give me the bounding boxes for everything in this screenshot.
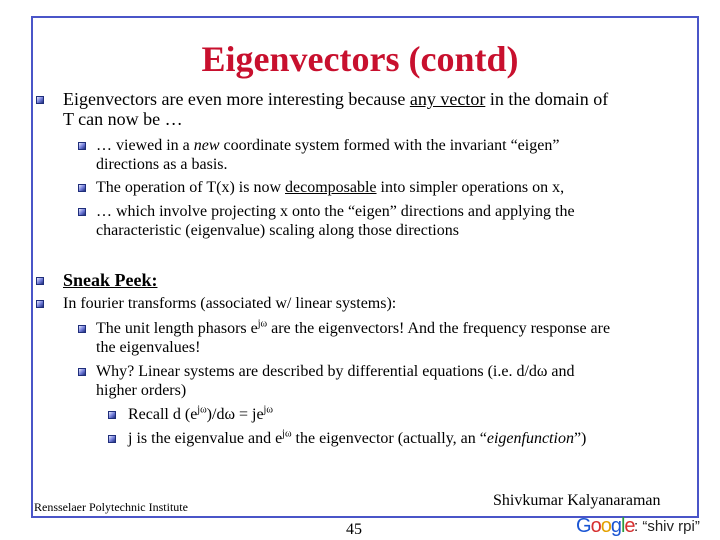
sub-sub-bullet-eigenfunction: j is the eigenvalue and $e^{j\omega}$ the eigenvector (actually, an “eigenfunction”) [128,428,587,447]
bullet-box-icon [78,184,86,192]
search-query-tag: : “shiv rpi” [634,518,700,535]
footer-institute: Rensselaer Polytechnic Institute [34,500,188,514]
google-logo: Google [576,515,635,537]
sub-bullet-projecting: … which involve projecting x onto the “eigen” directions and applying the characteristic (eigenvalue) scaling along those directions [96,203,575,239]
bullet-fourier-transforms: In fourier transforms (associated w/ linear systems): [63,295,397,312]
bullet-box-icon [78,208,86,216]
page-number: 45 [346,521,362,538]
bullet-box-icon [108,435,116,443]
bullet-box-icon [78,368,86,376]
bullet-box-icon [36,300,44,308]
bullet-sneak-peek: Sneak Peek: [63,270,158,290]
footer-author: Shivkumar Kalyanaraman [493,492,661,509]
sub-bullet-why-linear-systems: Why? Linear systems are described by differential equations (i.e. d/dω and higher orders) [96,363,575,399]
sub-sub-bullet-recall-derivative: Recall d $(e^{j\omega})/d\omega = je^{j\omega}$ [128,404,273,423]
bullet-box-icon [36,277,44,285]
bullet-eigenvectors-interesting: Eigenvectors are even more interesting because any vector in the domain of T can now be … [63,89,609,129]
bullet-box-icon [78,325,86,333]
sub-bullet-decomposable: The operation of T(x) is now decomposable into simpler operations on x, [96,179,565,196]
sub-bullet-unit-phasors: The unit length phasors $e^{j\omega}$ are the eigenvectors! And the frequency response are the eigenvalues! [96,318,611,356]
sub-bullet-new-coordinate-system: … viewed in a new coordinate system formed with the invariant “eigen” directions as a basis. [96,137,560,173]
bullet-box-icon [36,96,44,104]
bullet-box-icon [108,411,116,419]
bullet-box-icon [78,142,86,150]
slide-title: Eigenvectors (contd) [201,39,519,79]
